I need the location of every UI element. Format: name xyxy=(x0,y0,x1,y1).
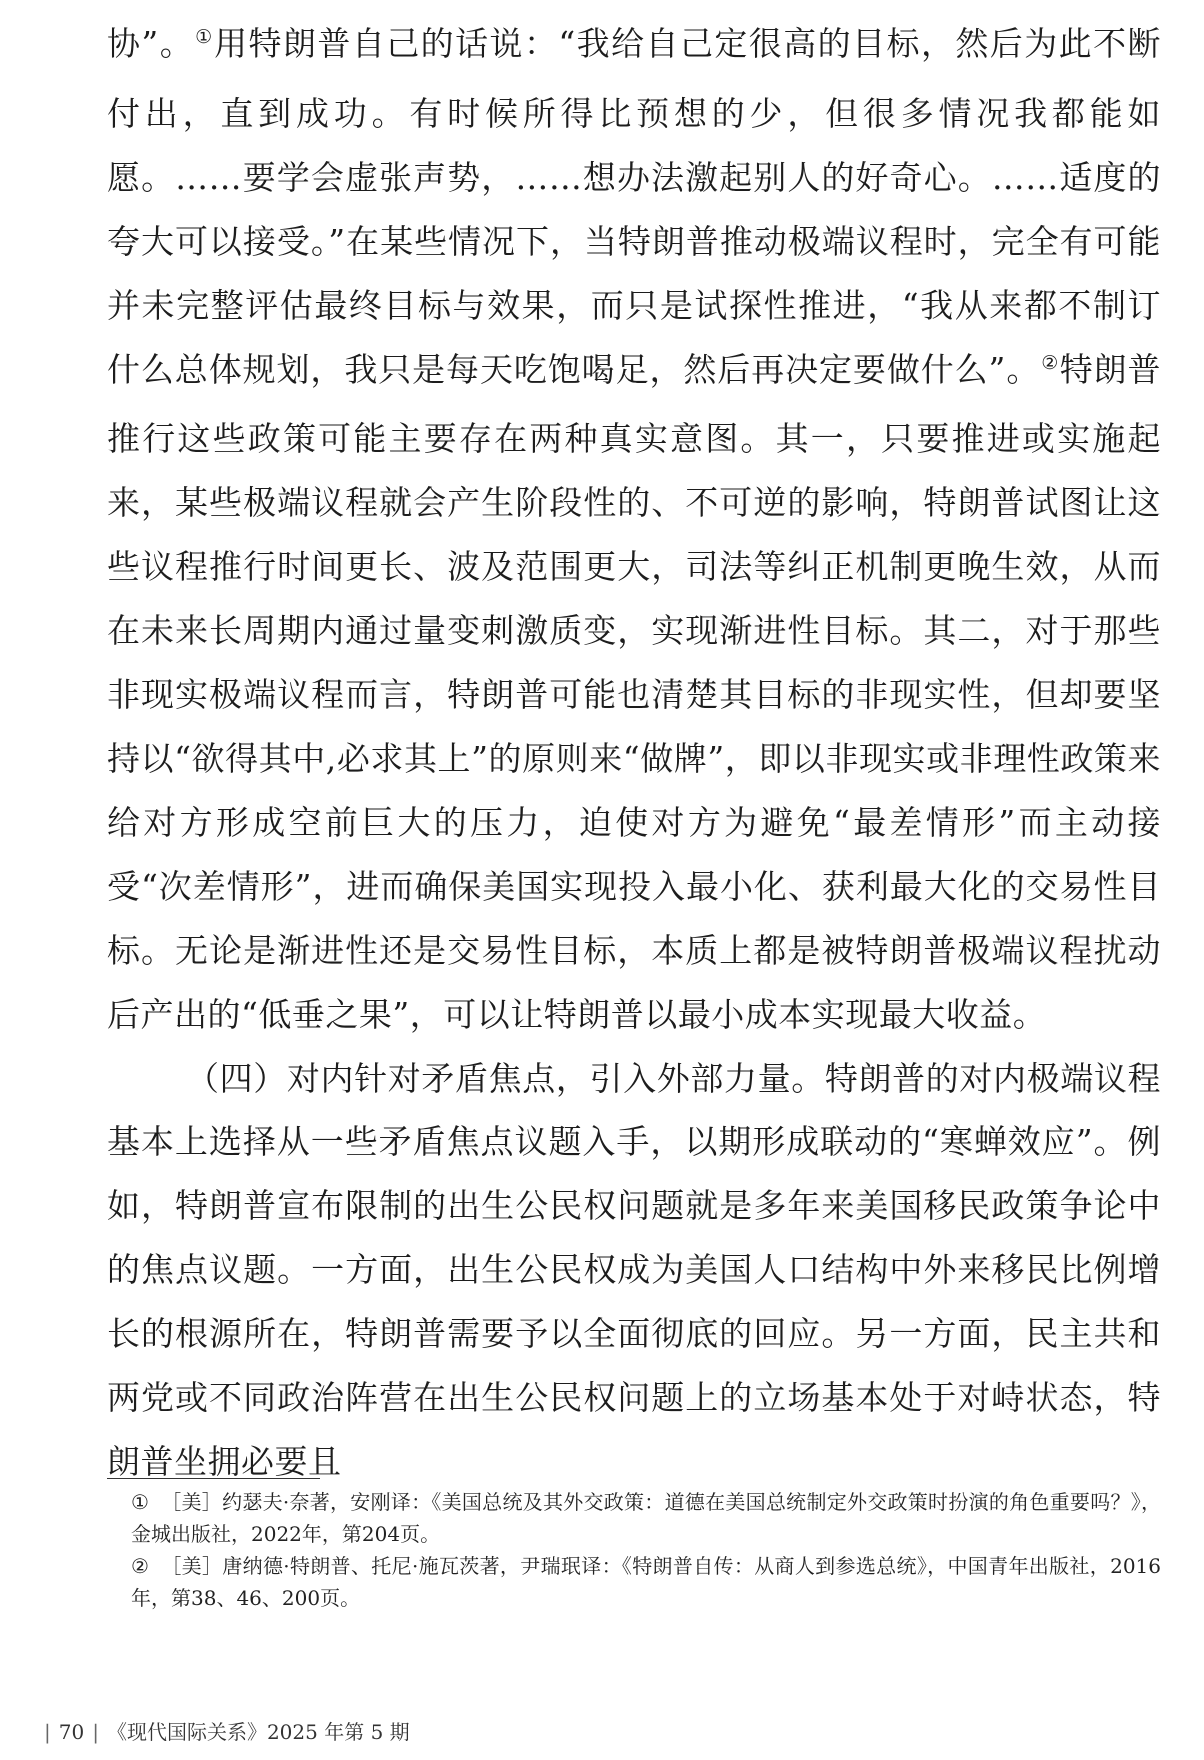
footnote-ref-1[interactable]: ① xyxy=(195,26,214,48)
footnote-item xyxy=(107,1486,1161,1550)
footer-divider: | xyxy=(44,1720,51,1744)
paragraph-text: 协”。 xyxy=(107,24,195,63)
footnote-item xyxy=(107,1550,1161,1614)
main-text xyxy=(107,12,1161,1494)
paragraph-text: 特朗普推行这些政策可能主要存在两种真实意图。其一，只要推进或实施起来，某些极端议程就会产生阶段性的、不可逆的影响，特朗普试图让这些议程推行时间更长、波及范围更大，司法等纠正机制更晚生效，从而在未来长周期内通过量变刺激质变，实现渐进性目标。其二，对于那些非现实极端议程而言，特朗普可能也清楚其目标的非现实性，但却要坚持以“欲得其中,必求其上”的原则来“做牌”，即以非现实或非理性政策来给对方形成空前巨大的压力，迫使对方为避免“最差情形”而主动接受“次差情形”，进而确保美国实现投入最小化、获利最大化的交易性目标。无论是渐进性还是交易性目标，本质上都是被特朗普极端议程扰动后产出的“低垂之果”，可以让特朗普以最小成本实现最大收益。 xyxy=(107,349,1161,1034)
paragraph-continuation xyxy=(107,12,1161,1047)
footnotes xyxy=(107,1486,1161,1614)
footer-divider: | xyxy=(92,1720,99,1744)
page-footer xyxy=(36,1718,410,1746)
footnote-marker: ② xyxy=(131,1554,149,1578)
paragraph-section-four: （四）对内针对矛盾焦点，引入外部力量。特朗普的对内极端议程基本上选择从一些矛盾焦点议题入手，以期形成联动的“寒蝉效应”。例如，特朗普宣布限制的出生公民权问题就是多年来美国移民政策争论中的焦点议题。一方面，出生公民权成为美国人口结构中外来移民比例增长的根源所在，特朗普需要予以全面彻底的回应。另一方面，民主共和两党或不同政治阵营在出生公民权问题上的立场基本处于对峙状态，特朗普坐拥必要且 xyxy=(107,1058,1161,1481)
journal-title: 《现代国际关系》2025 年第 5 期 xyxy=(106,1720,410,1744)
footnote-ref-2[interactable]: ② xyxy=(1041,351,1059,374)
page-number: 70 xyxy=(58,1720,85,1744)
footnote-text: ［美］约瑟夫·奈著，安刚译：《美国总统及其外交政策：道德在美国总统制定外交政策时扮演的角色重要吗？》，金城出版社，2022年，第204页。 xyxy=(131,1490,1161,1546)
footnote-divider xyxy=(107,1478,320,1479)
paragraph-text: 用特朗普自己的话说：“我给自己定很高的目标，然后为此不断付出，直到成功。有时候所得比预想的少，但很多情况我都能如愿。……要学会虚张声势，……想办法激起别人的好奇心。……适度的夸大可以接受。”在某些情况下，当特朗普推动极端议程时，完全有可能并未完整评估最终目标与效果，而只是试探性推进，“我从来都不制订什么总体规划，我只是每天吃饱喝足，然后再决定要做什么”。 xyxy=(107,24,1161,389)
footnote-text: ［美］唐纳德·特朗普、托尼·施瓦茨著，尹瑞珉译：《特朗普自传：从商人到参选总统》，中国青年出版社，2016年，第38、46、200页。 xyxy=(131,1554,1161,1610)
footnote-marker: ① xyxy=(131,1490,149,1514)
